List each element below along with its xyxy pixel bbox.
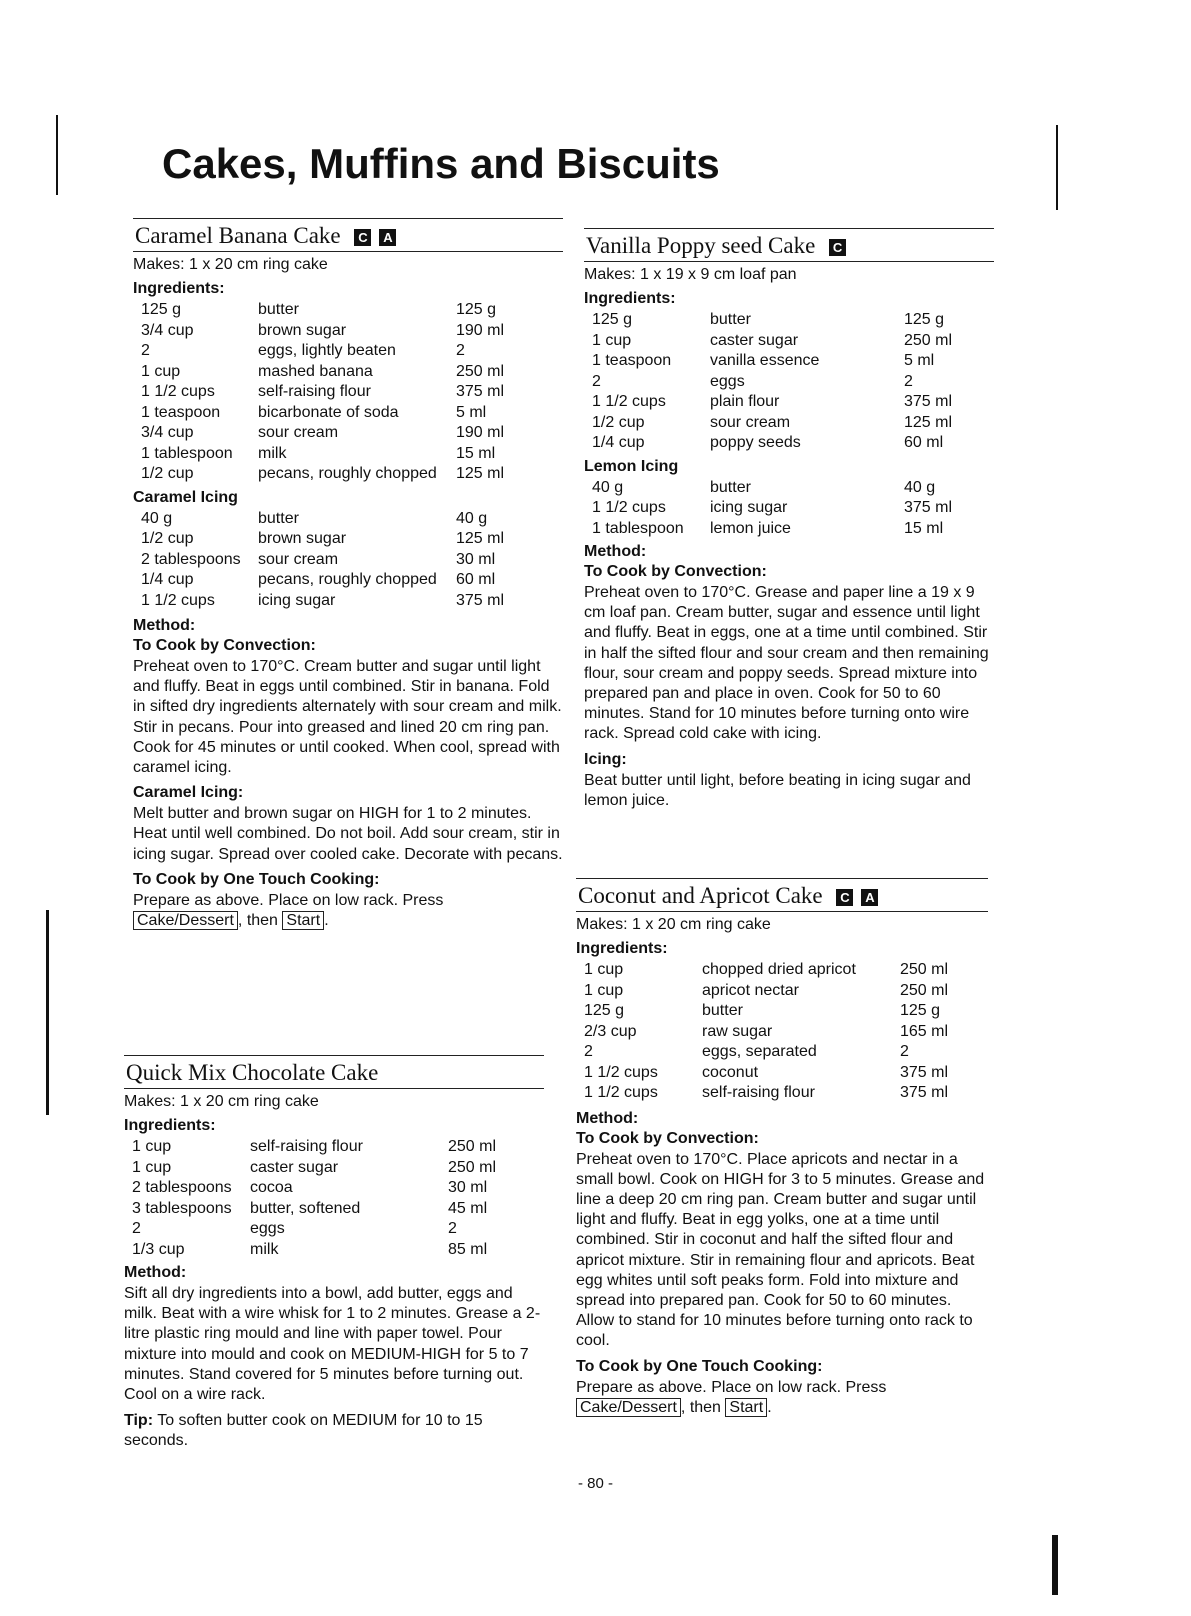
ingredient-metric: 375 ml: [456, 591, 505, 609]
ingredient-row: [584, 519, 994, 540]
tip-text: [124, 1411, 544, 1451]
recipe-title-text: Caramel Banana Cake: [135, 223, 341, 248]
ingredient-quantity: 1/2 cup: [141, 465, 194, 482]
ingredient-row: [584, 478, 994, 499]
ingredients-heading: Ingredients:: [576, 940, 668, 957]
ingredient-row: [584, 372, 994, 393]
convection-badge-icon: C: [836, 889, 853, 906]
ingredient-name: apricot nectar: [702, 981, 799, 999]
ingredient-metric: 125 ml: [904, 413, 953, 431]
ingredient-quantity: 125 g: [141, 301, 182, 318]
icing-method-text: Melt butter and brown sugar on HIGH for 1 to 2 minutes. Heat until well combined. Do not boil. Add sour cream, stir in icing sugar. Spread over cooled cake. Decorate with pecans.: [133, 805, 563, 863]
convection-badge-icon: C: [354, 229, 371, 246]
ingredient-metric: 2: [448, 1220, 457, 1237]
ingredient-name: sour cream: [258, 550, 339, 568]
ingredient-name: brown sugar: [258, 321, 347, 339]
ingredient-row: [584, 310, 994, 331]
page-title: Cakes, Muffins and Biscuits: [162, 140, 720, 187]
auto-badge-icon: A: [861, 889, 878, 906]
page-number: - 80 -: [577, 1475, 613, 1492]
ingredient-row: [133, 362, 563, 383]
ingredient-quantity: 1/2 cup: [592, 413, 645, 431]
ingredient-name: eggs: [710, 372, 745, 390]
ingredient-metric: 190 ml: [456, 424, 505, 441]
ingredient-row: [576, 1063, 988, 1084]
ingredient-name: cocoa: [250, 1179, 293, 1196]
convection-method-text: Preheat oven to 170°C. Cream butter and sugar until light and fluffy. Beat in eggs until combined. Stir in banana. Fold in sifted dry ingredients alternately with sour cream and milk. Stir in pecans. Pour into greased and lined 20 cm ring pan. Cook for 45 minutes or until cooked. When cool, spread with caramel icing.: [133, 658, 562, 777]
ingredient-metric: 30 ml: [456, 550, 496, 568]
ingredient-name: lemon juice: [710, 519, 791, 537]
ingredient-row: [133, 382, 563, 403]
ingredient-quantity: 3 tablespoons: [132, 1199, 232, 1217]
ingredient-metric: 375 ml: [904, 393, 953, 410]
ingredient-name: vanilla essence: [710, 352, 820, 369]
ingredient-row: [133, 529, 563, 550]
ingredient-metric: 2: [904, 372, 913, 390]
ingredient-name: coconut: [702, 1063, 759, 1081]
ingredient-row: [584, 351, 994, 372]
ingredient-quantity: 125 g: [584, 1002, 625, 1019]
convection-heading: To Cook by Convection:: [576, 1129, 759, 1147]
ingredient-name: raw sugar: [702, 1022, 773, 1040]
ingredient-name: pecans, roughly chopped: [258, 465, 437, 482]
one-touch-text: Prepare as above. Place on low rack. Press Cake/Dessert , then Start .: [576, 1378, 887, 1416]
ingredient-metric: 40 g: [904, 478, 936, 496]
ingredient-quantity: 2: [592, 372, 601, 390]
recipe-caramel-banana-cake: [133, 218, 563, 931]
convection-badge-icon: C: [829, 239, 846, 256]
makes-text: Makes: 1 x 20 cm ring cake: [133, 256, 328, 273]
ingredient-row: [133, 300, 563, 321]
ingredient-metric: 250 ml: [456, 362, 505, 380]
ingredient-quantity: 1/4 cup: [141, 571, 194, 588]
ingredient-row: [133, 341, 563, 362]
makes-text: Makes: 1 x 19 x 9 cm loaf pan: [584, 266, 797, 283]
start-key: Start: [725, 1398, 767, 1417]
ingredient-name: butter, softened: [250, 1199, 361, 1217]
icing-list: [133, 509, 563, 612]
ingredient-quantity: 1 cup: [584, 961, 624, 978]
ingredient-quantity: 1 1/2 cups: [584, 1063, 658, 1081]
ingredient-row: [576, 1083, 988, 1104]
ingredient-metric: 2: [900, 1043, 909, 1060]
ingredient-quantity: 1 cup: [584, 981, 624, 999]
ingredient-name: butter: [258, 301, 299, 318]
icing-list: [584, 478, 994, 540]
ingredient-metric: 375 ml: [904, 499, 953, 516]
ingredient-row: [124, 1158, 544, 1179]
ingredient-row: [584, 498, 994, 519]
ingredient-metric: 60 ml: [456, 571, 496, 588]
ingredient-name: bicarbonate of soda: [258, 403, 399, 421]
recipe-quick-mix-chocolate-cake: [124, 1055, 544, 1452]
ingredient-row: [576, 1022, 988, 1043]
ingredient-quantity: 1 cup: [132, 1138, 172, 1155]
one-touch-then: , then: [680, 1398, 721, 1416]
ingredient-metric: 85 ml: [448, 1240, 488, 1258]
ingredient-metric: 5 ml: [456, 403, 487, 421]
ingredient-name: eggs, lightly beaten: [258, 342, 396, 359]
ingredient-quantity: 1 1/2 cups: [141, 591, 215, 609]
ingredient-quantity: 1 teaspoon: [141, 403, 221, 421]
ingredients-heading: Ingredients:: [584, 290, 676, 307]
method-heading: Method:: [124, 1264, 187, 1281]
ingredient-name: pecans, roughly chopped: [258, 571, 437, 588]
one-touch-heading: To Cook by One Touch Cooking:: [576, 1357, 823, 1375]
ingredient-name: butter: [710, 311, 751, 328]
ingredient-name: sour cream: [258, 424, 339, 441]
ingredient-row: [133, 403, 563, 424]
ingredient-row: [124, 1178, 544, 1199]
ingredient-metric: 5 ml: [904, 352, 935, 369]
ingredient-metric: 375 ml: [456, 383, 505, 400]
ingredients-heading: Ingredients:: [133, 280, 225, 297]
ingredient-quantity: 1/4 cup: [592, 434, 645, 451]
one-touch-text: Prepare as above. Place on low rack. Press Cake/Dessert , then Start .: [133, 891, 444, 930]
ingredient-metric: 125 g: [456, 301, 497, 318]
ingredient-metric: 2: [456, 342, 465, 359]
ingredient-quantity: 2: [141, 342, 150, 359]
ingredient-metric: 190 ml: [456, 321, 505, 339]
ingredient-row: [133, 423, 563, 444]
ingredient-quantity: 40 g: [141, 509, 173, 527]
scan-edge-mark: [1056, 125, 1058, 210]
recipe-title-text: Quick Mix Chocolate Cake: [126, 1060, 379, 1085]
ingredient-name: butter: [702, 1002, 743, 1019]
convection-heading: To Cook by Convection:: [584, 563, 767, 580]
ingredient-row: [133, 464, 563, 485]
ingredient-name: self-raising flour: [258, 383, 371, 400]
tip-label: Tip:: [124, 1412, 154, 1430]
ingredient-quantity: 2 tablespoons: [132, 1179, 232, 1196]
icing-method-heading: Icing:: [584, 750, 627, 768]
ingredient-row: [584, 331, 994, 352]
ingredient-quantity: 1 cup: [132, 1158, 172, 1176]
method-heading: Method:: [576, 1109, 639, 1127]
one-touch-then: , then: [237, 912, 278, 930]
ingredient-row: [133, 550, 563, 571]
ingredient-row: [576, 960, 988, 981]
ingredient-quantity: 1 teaspoon: [592, 352, 672, 369]
ingredient-name: eggs: [250, 1220, 285, 1237]
recipe-title: [124, 1055, 544, 1089]
ingredient-row: [576, 981, 988, 1002]
cake-dessert-key: Cake/Dessert: [576, 1398, 681, 1417]
ingredient-list: [124, 1137, 544, 1260]
ingredient-row: [576, 1001, 988, 1022]
ingredient-row: [133, 570, 563, 591]
ingredient-row: [124, 1240, 544, 1261]
ingredient-quantity: 1 1/2 cups: [141, 383, 215, 400]
ingredient-row: [124, 1137, 544, 1158]
icing-heading: Lemon Icing: [584, 457, 679, 475]
ingredient-row: [133, 444, 563, 465]
scan-edge-mark: [1052, 1535, 1058, 1595]
ingredient-metric: 375 ml: [900, 1084, 949, 1101]
icing-heading: Caramel Icing: [133, 488, 238, 506]
ingredient-name: sour cream: [710, 413, 791, 431]
ingredient-name: icing sugar: [258, 591, 336, 609]
ingredient-metric: 250 ml: [448, 1138, 497, 1155]
ingredient-metric: 250 ml: [900, 981, 949, 999]
ingredient-metric: 250 ml: [448, 1158, 497, 1176]
ingredient-metric: 125 g: [904, 311, 945, 328]
ingredient-metric: 375 ml: [900, 1063, 949, 1081]
ingredient-row: [133, 321, 563, 342]
ingredient-row: [124, 1219, 544, 1240]
method-heading: Method:: [584, 543, 647, 560]
ingredient-metric: 45 ml: [448, 1199, 488, 1217]
ingredient-name: self-raising flour: [250, 1138, 363, 1155]
ingredient-quantity: 1 cup: [141, 362, 181, 380]
cake-dessert-key: Cake/Dessert: [133, 911, 238, 930]
ingredient-metric: 125 ml: [456, 465, 505, 482]
ingredient-name: milk: [250, 1240, 279, 1258]
ingredient-list: [133, 300, 563, 485]
ingredient-quantity: 2 tablespoons: [141, 550, 241, 568]
one-touch-heading: To Cook by One Touch Cooking:: [133, 870, 380, 888]
convection-heading: To Cook by Convection:: [133, 637, 316, 654]
recipe-coconut-apricot-cake: [576, 878, 988, 1418]
ingredient-row: [584, 392, 994, 413]
ingredient-name: butter: [258, 509, 299, 527]
ingredient-list: [576, 960, 988, 1104]
ingredient-name: eggs, separated: [702, 1043, 817, 1060]
ingredient-metric: 40 g: [456, 509, 488, 527]
one-touch-prefix: Prepare as above. Place on low rack. Press: [576, 1378, 887, 1396]
ingredient-metric: 250 ml: [904, 331, 953, 349]
ingredient-metric: 165 ml: [900, 1022, 949, 1040]
ingredient-quantity: 1 tablespoon: [592, 519, 684, 537]
ingredient-quantity: 1 1/2 cups: [592, 393, 666, 410]
ingredient-name: poppy seeds: [710, 434, 801, 451]
ingredient-list: [584, 310, 994, 454]
ingredient-quantity: 2/3 cup: [584, 1022, 637, 1040]
ingredient-quantity: 125 g: [592, 311, 633, 328]
ingredient-quantity: 1/2 cup: [141, 530, 194, 547]
ingredient-name: icing sugar: [710, 499, 788, 516]
scan-edge-mark: [46, 910, 49, 1115]
convection-method-text: Preheat oven to 170°C. Place apricots and nectar in a small bowl. Cook on HIGH for 3 to 5 minutes. Grease and line a deep 20 cm ring pan. Cream butter and sugar until light and fluffy. Beat in egg yolks, one at a time until combined. Stir in coconut and half the sifted flour and apricot mixture. Stir in remaining flour and apricots. Beat egg whites until soft peaks form. Fold into mixture and spread into prepared pan. Cook for 50 to 60 minutes. Allow to stand for 10 minutes before turning onto rack to cool.: [576, 1150, 985, 1350]
method-heading: Method:: [133, 617, 196, 634]
ingredient-name: mashed banana: [258, 362, 373, 380]
ingredient-name: brown sugar: [258, 530, 347, 547]
ingredient-quantity: 1 1/2 cups: [584, 1084, 658, 1101]
ingredient-metric: 60 ml: [904, 434, 944, 451]
makes-text: Makes: 1 x 20 cm ring cake: [576, 916, 771, 933]
ingredient-name: plain flour: [710, 393, 780, 410]
ingredient-metric: 125 ml: [456, 530, 505, 547]
ingredient-row: [133, 591, 563, 612]
ingredient-metric: 250 ml: [900, 961, 949, 978]
start-key: Start: [282, 911, 324, 930]
ingredients-heading: Ingredients:: [124, 1117, 216, 1134]
recipe-title: [576, 878, 988, 912]
icing-method-text: Beat butter until light, before beating in icing sugar and lemon juice.: [584, 771, 971, 809]
auto-badge-icon: A: [379, 229, 396, 246]
ingredient-row: [584, 433, 994, 454]
ingredient-metric: 15 ml: [456, 444, 496, 462]
ingredient-quantity: 1 tablespoon: [141, 444, 233, 462]
ingredient-quantity: 40 g: [592, 478, 624, 496]
ingredient-quantity: 1 1/2 cups: [592, 499, 666, 516]
method-text: Sift all dry ingredients into a bowl, add butter, eggs and milk. Beat with a wire whisk for 1 to 2 minutes. Grease a 2-litre plastic ring mould and line with paper towel. Pour mixture into mould and cook on MEDIUM-HIGH for 5 to 7 minutes. Stand covered for 5 minutes before turning out. Cool on a wire rack.: [124, 1285, 541, 1404]
ingredient-row: [584, 413, 994, 434]
recipe-title-text: Coconut and Apricot Cake: [578, 883, 823, 908]
convection-method-text: Preheat oven to 170°C. Grease and paper line a 19 x 9 cm loaf pan. Cream butter, sugar and essence until light and fluffy. Beat in eggs, one at a time until combined. Stir in half the sifted flour and sour cream and then remaining flour, sour cream and poppy seeds. Spread mixture into prepared pan and place in oven. Cook for 50 to 60 minutes. Stand for 10 minutes before turning onto wire rack. Spread cold cake with icing.: [584, 584, 989, 743]
ingredient-quantity: 2: [584, 1043, 593, 1060]
ingredient-name: self-raising flour: [702, 1084, 815, 1101]
tip-body: To soften butter cook on MEDIUM for 10 to 15 seconds.: [124, 1412, 483, 1450]
ingredient-row: [576, 1042, 988, 1063]
ingredient-name: milk: [258, 444, 287, 462]
ingredient-metric: 30 ml: [448, 1179, 488, 1196]
ingredient-metric: 125 g: [900, 1002, 941, 1019]
ingredient-row: [124, 1199, 544, 1220]
recipe-vanilla-poppy-seed-cake: [584, 228, 994, 817]
recipe-title: [584, 228, 994, 262]
ingredient-name: butter: [710, 478, 751, 496]
one-touch-prefix: Prepare as above. Place on low rack. Press: [133, 891, 444, 909]
recipe-title-text: Vanilla Poppy seed Cake: [586, 233, 816, 258]
ingredient-name: caster sugar: [250, 1158, 339, 1176]
ingredient-quantity: 3/4 cup: [141, 424, 194, 441]
ingredient-quantity: 3/4 cup: [141, 321, 194, 339]
ingredient-quantity: 1/3 cup: [132, 1240, 185, 1258]
ingredient-quantity: 2: [132, 1220, 141, 1237]
ingredient-metric: 15 ml: [904, 519, 944, 537]
scan-edge-mark: [56, 115, 58, 195]
ingredient-name: chopped dried apricot: [702, 961, 856, 978]
ingredient-name: caster sugar: [710, 331, 799, 349]
icing-method-heading: Caramel Icing:: [133, 784, 244, 802]
makes-text: Makes: 1 x 20 cm ring cake: [124, 1093, 319, 1110]
recipe-title: [133, 218, 563, 252]
ingredient-quantity: 1 cup: [592, 331, 632, 349]
ingredient-row: [133, 509, 563, 530]
